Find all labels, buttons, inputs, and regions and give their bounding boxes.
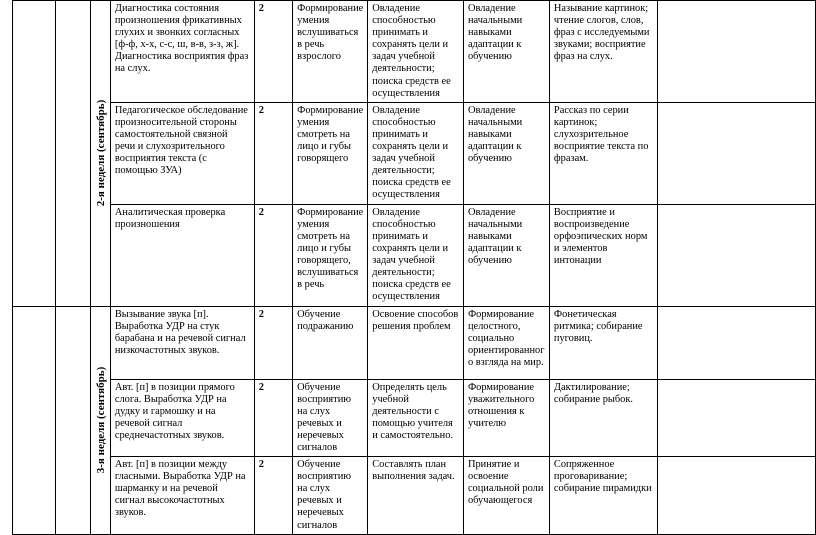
empty-cell xyxy=(13,1,56,307)
hours-cell: 2 xyxy=(254,204,292,306)
regulatory-cell: Овладение способностью принимать и сохранять цели и задач учебной деятельности; поиска средств ее осуществления xyxy=(368,1,464,103)
speech-cell: Рассказ по серии картинок; слухозрительное восприятие текста по фразам. xyxy=(549,102,657,204)
week-label: 2-я неделя (сентябрь) xyxy=(94,100,107,207)
table-row xyxy=(13,457,816,535)
regulatory-cell: Овладение способностью принимать и сохранять цели и задач учебной деятельности; поиска средств ее осуществления xyxy=(368,102,464,204)
social-cell: Овладение начальными навыками адаптации к обучению xyxy=(463,1,549,103)
social-cell: Овладение начальными навыками адаптации к обучению xyxy=(463,102,549,204)
lesson-plan-table xyxy=(12,0,816,535)
topic-cell: Вызывание звука [п]. Выработка УДР на стук барабана и на речевой сигнал низкочастотных звуков. xyxy=(110,306,254,379)
empty-cell xyxy=(56,306,91,534)
speech-cell: Фонетическая ритмика; собирание пуговиц. xyxy=(549,306,657,379)
regulatory-cell: Составлять план выполнения задач. xyxy=(368,457,464,535)
empty-cell xyxy=(658,102,816,204)
hours-cell: 2 xyxy=(254,1,292,103)
table-row xyxy=(13,306,816,379)
personal-cell: Обучение подражанию xyxy=(293,306,368,379)
table-row xyxy=(13,204,816,306)
speech-cell: Восприятие и воспроизведение орфоэпических норм и элементов интонации xyxy=(549,204,657,306)
empty-cell xyxy=(658,379,816,457)
week-label-cell xyxy=(91,306,111,534)
empty-cell xyxy=(658,1,816,103)
speech-cell: Дактилирование; собирание рыбок. xyxy=(549,379,657,457)
topic-cell: Диагностика состояния произношения фрикативных глухих и звонких согласных [ф-ф, х-х, с-с, ш, в-в, з-з, ж]. Диагностика восприятия фраз на слух. xyxy=(110,1,254,103)
personal-cell: Обучение восприятию на слух речевых и неречевых сигналов xyxy=(293,379,368,457)
empty-cell xyxy=(56,1,91,307)
social-cell: Формирование целостного, социально ориентированног о взгляда на мир. xyxy=(463,306,549,379)
empty-cell xyxy=(13,306,56,534)
regulatory-cell: Определять цель учебной деятельности с помощью учителя и самостоятельно. xyxy=(368,379,464,457)
speech-cell: Сопряженное проговаривание; собирание пирамидки xyxy=(549,457,657,535)
topic-cell: Авт. [п] в позиции между гласными. Выработка УДР на шарманку и на речевой сигнал высокочастотных звуков. xyxy=(110,457,254,535)
personal-cell: Обучение восприятию на слух речевых и неречевых сигналов xyxy=(293,457,368,535)
regulatory-cell: Овладение способностью принимать и сохранять цели и задач учебной деятельности; поиска средств ее осуществления xyxy=(368,204,464,306)
week-label-cell xyxy=(91,1,111,307)
personal-cell: Формирование умения смотреть на лицо и губы говорящего xyxy=(293,102,368,204)
social-cell: Формирование уважительного отношения к учителю xyxy=(463,379,549,457)
personal-cell: Формирование умения вслушиваться в речь взрослого xyxy=(293,1,368,103)
hours-cell: 2 xyxy=(254,457,292,535)
table-row xyxy=(13,1,816,103)
empty-cell xyxy=(658,306,816,379)
regulatory-cell: Освоение способов решения проблем xyxy=(368,306,464,379)
hours-cell: 2 xyxy=(254,102,292,204)
table-row xyxy=(13,102,816,204)
social-cell: Принятие и освоение социальной роли обучающегося xyxy=(463,457,549,535)
personal-cell: Формирование умения смотреть на лицо и губы говорящего, вслушиваться в речь xyxy=(293,204,368,306)
topic-cell: Педагогическое обследование произносительной стороны самостоятельной связной речи и слухозрительного восприятия текста (с помощью ЗУА) xyxy=(110,102,254,204)
hours-cell: 2 xyxy=(254,379,292,457)
social-cell: Овладение начальными навыками адаптации к обучению xyxy=(463,204,549,306)
empty-cell xyxy=(658,457,816,535)
table-row xyxy=(13,379,816,457)
topic-cell: Авт. [п] в позиции прямого слога. Выработка УДР на дудку и гармошку и на речевой сигнал среднечастотных звуков. xyxy=(110,379,254,457)
speech-cell: Называние картинок; чтение слогов, слов, фраз с исследуемыми звуками; восприятие фраз на слух. xyxy=(549,1,657,103)
week-label: 3-я неделя (сентябрь) xyxy=(94,366,107,474)
topic-cell: Аналитическая проверка произношения xyxy=(110,204,254,306)
empty-cell xyxy=(658,204,816,306)
hours-cell: 2 xyxy=(254,306,292,379)
